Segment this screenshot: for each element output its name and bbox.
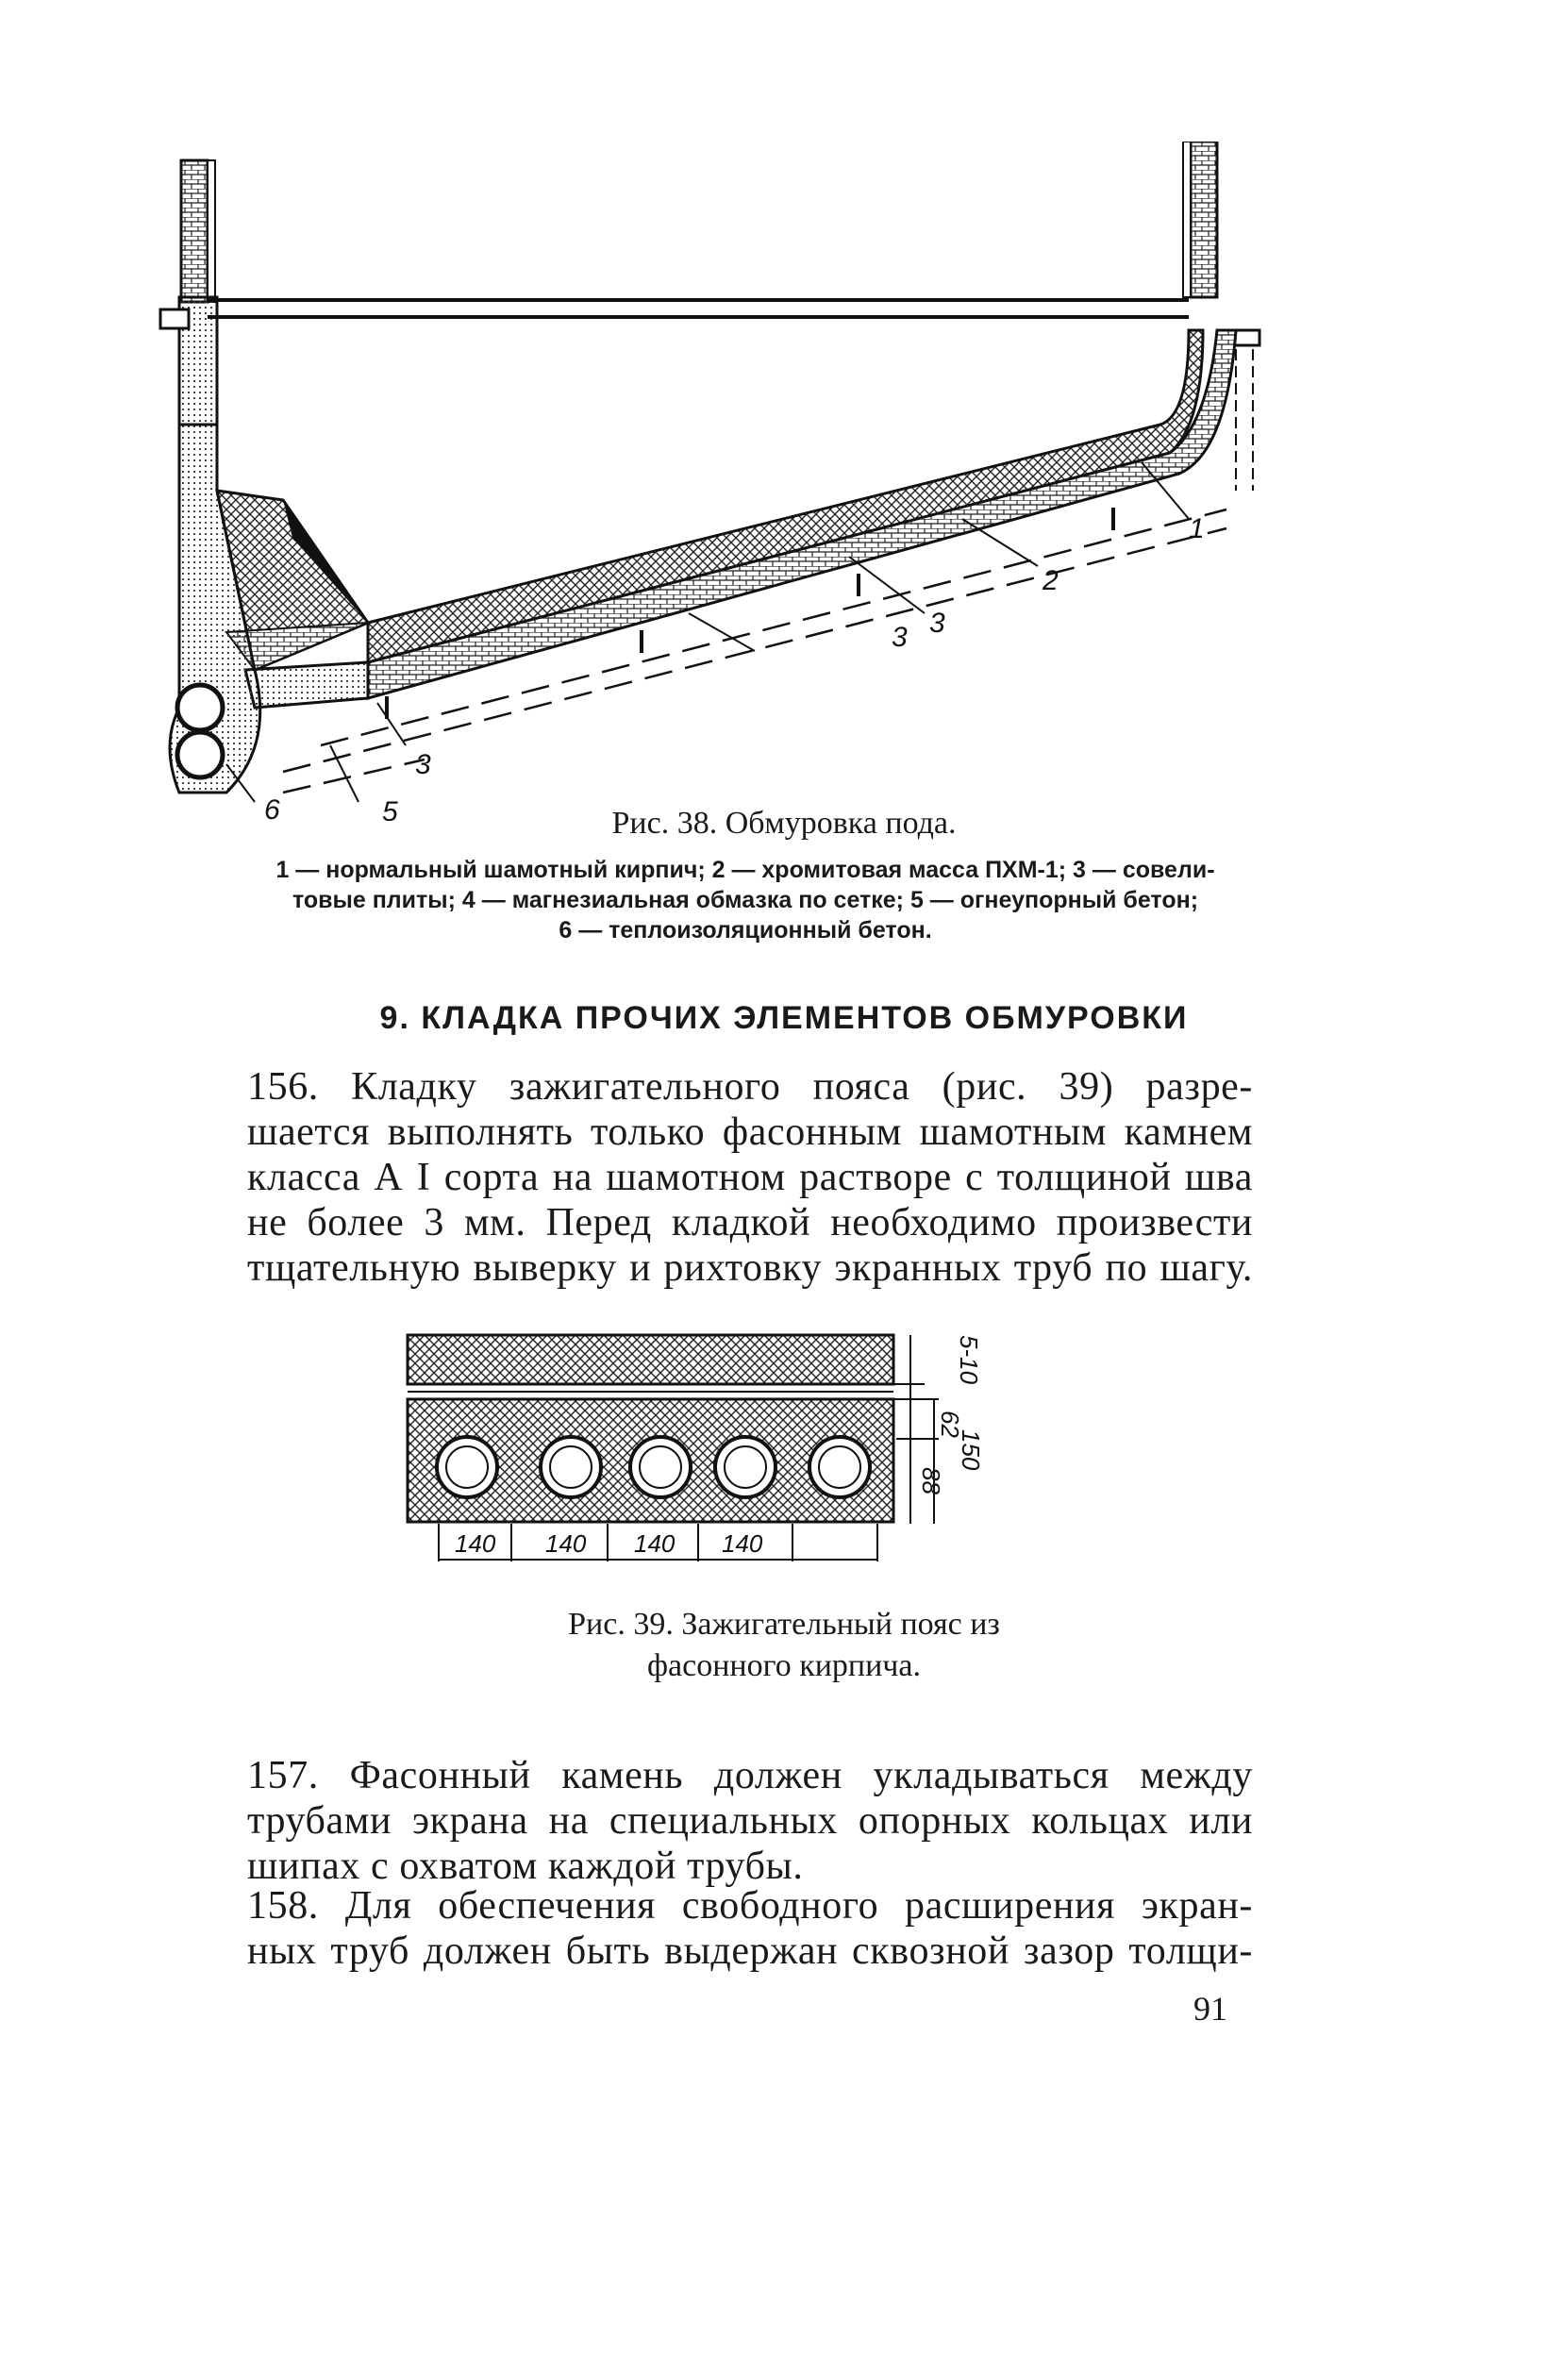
text-line: тщательную выверку и рихтовку экранных труб по шагу. (247, 1246, 1253, 1290)
dim-150: 150 (957, 1429, 985, 1471)
text-line: шается выполнять только фасонным шамотным камнем (247, 1110, 1253, 1154)
dim-140-3: 140 (634, 1529, 676, 1558)
legend-line: 6 — теплоизоляционный бетон. (559, 917, 932, 943)
dim-140-4: 140 (722, 1529, 763, 1558)
callout-3-right: 3 (929, 608, 945, 639)
text-line: трубами экрана на специальных опорных кольцах или (247, 1799, 1253, 1843)
page-number: 91 (1193, 1990, 1227, 2028)
caption-line: Рис. 39. Зажигательный пояс из (568, 1607, 1000, 1642)
legend-line: товые плиты; 4 — магнезиальная обмазка по сетке; 5 — огнеупорный бетон; (292, 887, 1199, 913)
callout-4: 3 (892, 622, 908, 653)
figure-38-caption: Рис. 38. Обмуровка пода. (611, 806, 957, 841)
text-line: не более 3 мм. Перед кладкой необходимо произвести (247, 1201, 1253, 1244)
legend-line: 1 — нормальный шамотный кирпич; 2 — хромитовая масса ПХМ-1; 3 — совели- (275, 857, 1215, 883)
text-line: класса А I сорта на шамотном растворе с толщиной шва (247, 1156, 1253, 1199)
callout-2: 2 (1043, 565, 1059, 596)
text-line: ных труб должен быть выдержан сквозной зазор толщи- (247, 1929, 1253, 1973)
paragraph-158 (247, 1883, 1253, 1974)
callout-3-left: 3 (415, 749, 431, 780)
paragraph-156 (247, 1064, 1253, 1291)
callout-5: 5 (382, 796, 398, 821)
figure-38-legend (222, 855, 1269, 945)
section-heading: 9. КЛАДКА ПРОЧИХ ЭЛЕМЕНТОВ ОБМУРОВКИ (379, 1000, 1189, 1036)
dim-88: 88 (917, 1467, 945, 1494)
callout-1: 1 (1189, 513, 1205, 544)
text-line: 156. Кладку зажигательного пояса (рис. 39) разре- (247, 1065, 1253, 1109)
dim-140-2: 140 (545, 1529, 587, 1558)
figure-39-ignition-belt-drawing (396, 1326, 1000, 1609)
text-line: шипах с охватом каждой трубы. (247, 1845, 804, 1888)
text-line: 158. Для обеспечения свободного расширения экран- (247, 1884, 1253, 1928)
dim-140-1: 140 (455, 1529, 496, 1558)
callout-6: 6 (264, 794, 280, 821)
paragraph-157 (247, 1753, 1253, 1889)
caption-line: фасонного кирпича. (647, 1648, 921, 1683)
text-line: 157. Фасонный камень должен укладываться между (247, 1754, 1253, 1797)
figure-38-furnace-floor-drawing (142, 142, 1274, 821)
figure-39-caption (0, 1604, 1568, 1687)
dim-5-10: 5-10 (955, 1335, 983, 1385)
dim-62: 62 (936, 1411, 964, 1438)
